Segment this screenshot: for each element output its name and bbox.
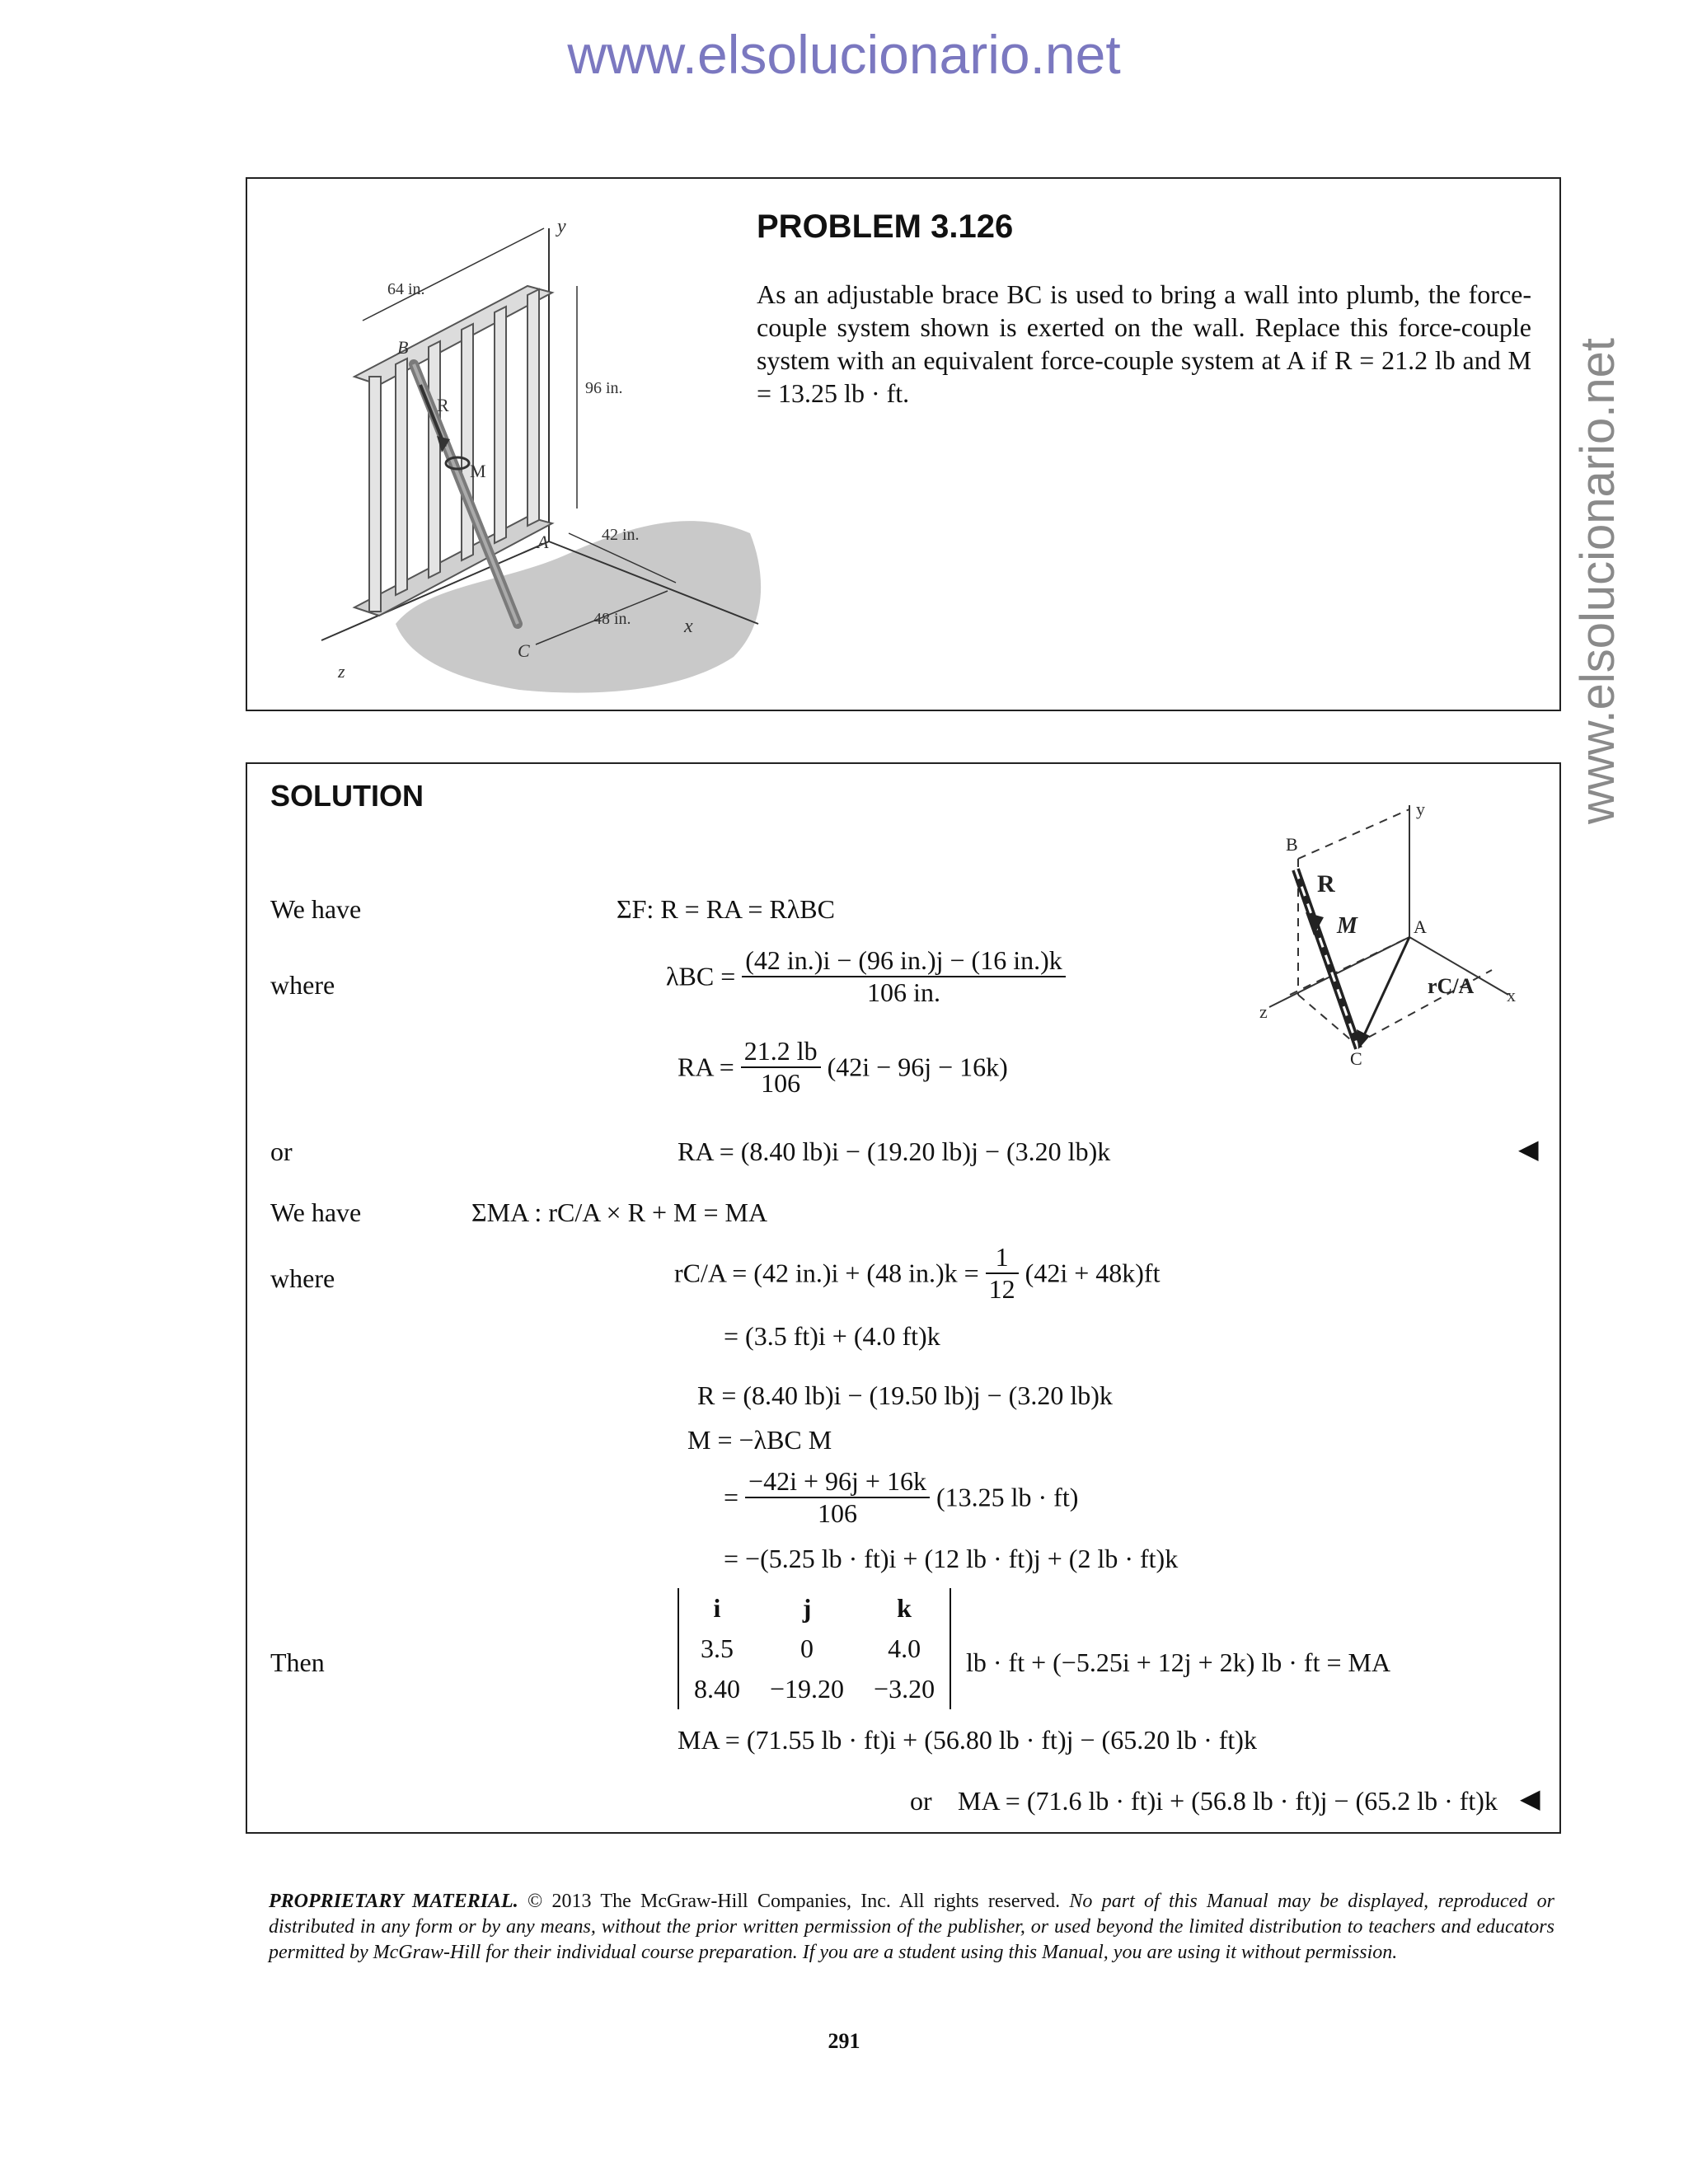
M-fraction [745, 1466, 930, 1529]
eq-MA-line: MA = (71.55 lb · ft)i + (56.80 lb · ft)j − (65.20 lb · ft)k [678, 1725, 1257, 1755]
determinant-matrix [678, 1588, 951, 1709]
lambda-denominator: 106 in. [867, 977, 940, 1007]
M-rest: (13.25 lb · ft) [935, 1482, 1079, 1512]
watermark-top: www.elsolucionario.net [567, 24, 1121, 85]
fig-R-label: R [437, 395, 449, 415]
rCA-lhs: rC/A = (42 in.)i + (48 in.)k = [674, 1258, 979, 1288]
eq-M-line: M = −λBC M [687, 1425, 832, 1455]
problem-box [246, 177, 1561, 711]
sfig-A: A [1414, 916, 1427, 937]
label-then: Then [270, 1647, 325, 1677]
label-we-have-1: We have [270, 894, 362, 924]
fig-dim-48: 48 in. [593, 610, 631, 628]
fig-A-label: A [537, 532, 549, 552]
lambda-fraction [742, 945, 1065, 1008]
det-cell: j [802, 1593, 812, 1623]
det-row-3 [678, 1669, 950, 1709]
sfig-y: y [1416, 799, 1425, 819]
fig-C-label: C [518, 640, 530, 661]
eq-rCA [674, 1242, 1160, 1305]
rCA-numerator: 1 [986, 1242, 1019, 1274]
RA-fraction [741, 1036, 821, 1099]
sfig-M: M [1337, 913, 1357, 939]
sfig-rCA: rC/A [1428, 974, 1475, 998]
fig-y-label: y [557, 216, 566, 237]
sfig-R: R [1317, 870, 1335, 898]
solution-title: SOLUTION [270, 779, 424, 813]
eq-rCA-ft: = (3.5 ft)i + (4.0 ft)k [724, 1321, 940, 1351]
eq-sum-moments: ΣMA : rC/A × R + M = MA [471, 1197, 768, 1227]
det-cell: 8.40 [694, 1674, 740, 1704]
eq-RA-result: RA = (8.40 lb)i − (19.20 lb)j − (3.20 lb)k [678, 1137, 1111, 1166]
sfig-C: C [1350, 1048, 1362, 1069]
label-or-2: or [910, 1786, 932, 1816]
sfig-z: z [1259, 1001, 1268, 1022]
rCA-rest: (42i + 48k)ft [1025, 1258, 1160, 1288]
RA-numerator: 21.2 lb [741, 1036, 821, 1068]
sfig-x: x [1507, 985, 1516, 1005]
eq-determinant [678, 1588, 951, 1709]
M-eq: = [724, 1482, 739, 1512]
footer-copyright [269, 1889, 1554, 1966]
eq-lambda [666, 945, 1066, 1008]
solution-box [246, 762, 1561, 1834]
RA-lhs: RA = [678, 1052, 734, 1082]
fig-M-label: M [470, 461, 486, 481]
answer-marker-2: ◀ [1520, 1783, 1540, 1813]
fig-dim-96: 96 in. [585, 379, 623, 397]
problem-title: PROBLEM 3.126 [757, 209, 1014, 245]
problem-statement: As an adjustable brace BC is used to bring a wall into plumb, the force-couple system shown is exerted on the wall. Replace this force-couple system with an equivalent force-couple system at A if R = 21.2 lb and M = 13.25 lb · ft. [757, 279, 1531, 408]
det-cell: k [897, 1593, 912, 1623]
lambda-numerator: (42 in.)i − (96 in.)j − (16 in.)k [742, 945, 1065, 977]
fig-B-label: B [397, 337, 409, 358]
fig-x-label: x [684, 616, 693, 637]
label-we-have-2: We have [270, 1197, 362, 1227]
det-cell: 0 [800, 1633, 814, 1663]
footer-italic: No part of this Manual may be displayed, reproduced or distributed in any form or by any means, without the prior written permission of the publisher, or used beyond the limited distribution to teachers and educators permitted by McGraw-Hill for their individual course preparation. If you are a student using this Manual, you are using it without permission. [269, 1891, 1554, 1963]
RA-rest: (42i − 96j − 16k) [827, 1052, 1008, 1082]
M-numerator: −42i + 96j + 16k [745, 1466, 930, 1498]
problem-figure [305, 195, 964, 698]
eq-RA-fraction [678, 1036, 1008, 1099]
rCA-denominator: 12 [988, 1274, 1015, 1304]
det-cell: 4.0 [888, 1633, 921, 1663]
footer-normal: © 2013 The McGraw-Hill Companies, Inc. All rights reserved. [518, 1891, 1070, 1912]
det-cell: −3.20 [874, 1674, 935, 1704]
det-cell: −19.20 [770, 1674, 845, 1704]
watermark-side: www.elsolucionario.net [1571, 338, 1625, 824]
footer-bold: PROPRIETARY MATERIAL. [269, 1891, 518, 1912]
label-or-1: or [270, 1137, 293, 1166]
answer-marker-1: ◀ [1518, 1134, 1539, 1164]
eq-R-line: R = (8.40 lb)i − (19.50 lb)j − (3.20 lb)k [697, 1380, 1113, 1410]
det-cell: 3.5 [701, 1633, 734, 1663]
det-row-1 [678, 1588, 950, 1629]
label-where-2: where [270, 1263, 335, 1293]
fig-z-label: z [338, 661, 345, 682]
eq-sum-forces: ΣF: R = RA = RλBC [617, 894, 835, 924]
fig-dim-42: 42 in. [602, 526, 640, 544]
lambda-lhs: λBC = [666, 961, 736, 991]
det-cell: i [713, 1593, 721, 1623]
rCA-fraction [986, 1242, 1019, 1305]
sfig-B: B [1286, 834, 1298, 855]
det-row-2 [678, 1629, 950, 1669]
page-number: 291 [828, 2029, 860, 2053]
eq-M-fraction [724, 1466, 1078, 1529]
eq-det-rest: lb · ft + (−5.25i + 12j + 2k) lb · ft = MA [966, 1647, 1391, 1677]
M-denominator: 106 [818, 1498, 857, 1528]
fig-dim-64: 64 in. [387, 280, 425, 298]
eq-MA-final: MA = (71.6 lb · ft)i + (56.8 lb · ft)j − (65.2 lb · ft)k [958, 1786, 1498, 1816]
eq-M-result: = −(5.25 lb · ft)i + (12 lb · ft)j + (2 lb · ft)k [724, 1544, 1179, 1573]
solution-figure [1245, 797, 1541, 1069]
label-where-1: where [270, 970, 335, 1000]
RA-denominator: 106 [761, 1068, 801, 1098]
